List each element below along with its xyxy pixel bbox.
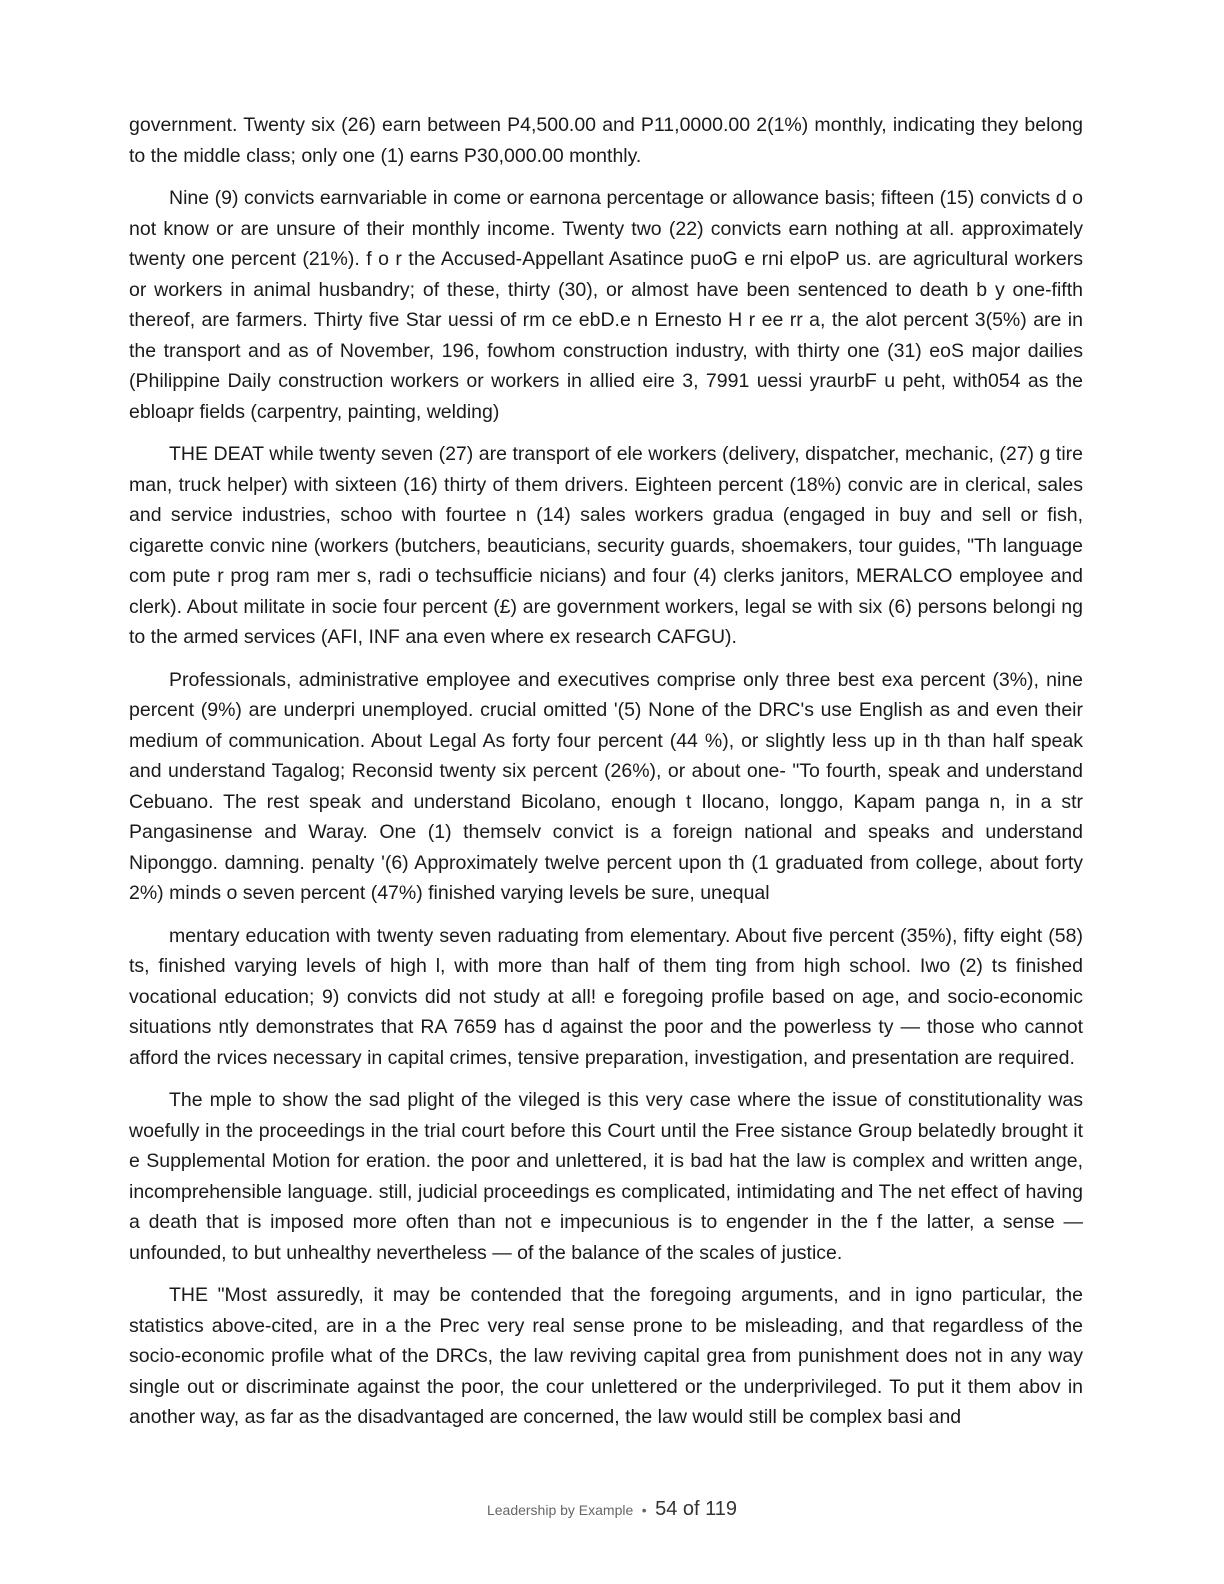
paragraph: The mple to show the sad plight of the vileged is this very case where the issue of constitutionality was woefully in the proceedings in the trial court before this Court until the Free sistance Group belatedly brought it e Supplemental Motion for eration. the poor and unlettered, it is bad hat the law is complex and written ange, incomprehensible language. still, judicial proceedings es complicated, intimidating and The net effect of having a death that is imposed more often than not e impecunious is to engender in the f the latter, a sense —unfounded, to but unhealthy nevertheless — of the balance of the scales of justice. <box>129 1089 1083 1264</box>
paragraph: THE "Most assuredly, it may be contended that the foregoing arguments, and in igno particular, the statistics above-cited, are in a the Prec very real sense prone to be misleading, and that regardless of the socio-economic profile what of the DRCs, the law reviving capital grea from punishment does not in any way single out or discriminate against the poor, the cour unlettered or the underprivileged. To put it them abov in another way, as far as the disadvantaged are concerned, the law would still be complex basi and <box>129 1284 1083 1428</box>
paragraph: THE DEAT while twenty seven (27) are transport of ele workers (delivery, dispatcher, mechanic, (27) g tire man, truck helper) with sixteen (16) thirty of them drivers. Eighteen percent (18%) convic are in clerical, sales and service industries, schoo with fourtee n (14) sales workers gradua (engaged in buy and sell or fish, cigarette convic nine (workers (butchers, beauticians, security guards, shoemakers, tour guides, "Th language com pute r prog ram mer s, radi o techsufficie nicians) and four (4) clerks janitors, MERALCO employee and clerk). About militate in socie four percent (£) are government workers, legal se with six (6) persons belongi ng to the armed services (AFI, INF ana even where ex research CAFGU). <box>129 443 1083 648</box>
paragraph: Professionals, administrative employee and executives comprise only three best exa percent (3%), nine percent (9%) are underpri unemployed. crucial omitted '(5) None of the DRC's use English as and even their medium of communication. About Legal As forty four percent (44 %), or slightly less up in th than half speak and understand Tagalog; Reconsid twenty six percent (26%), or about one- "To fourth, speak and understand Cebuano. The rest speak and understand Bicolano, enough t Ilocano, longgo, Kapam panga n, in a str Pangasinense and Waray. One (1) themselv convict is a foreign national and speaks and understand Niponggo. damning. penalty '(6) Approximately twelve percent upon th (1 graduated from college, about forty 2%) minds o seven percent (47%) finished varying levels be sure, unequal <box>129 668 1083 904</box>
footer-title: Leadership by Example <box>486 1502 634 1518</box>
paragraph: government. Twenty six (26) earn between P4,500.00 and P11,0000.00 2(1%) monthly, indicating they belong to the middle class; only one (1) earns P30,000.00 monthly. <box>129 114 1083 167</box>
page-number: 54 of 119 <box>655 1498 738 1520</box>
paragraph: mentary education with twenty seven raduating from elementary. About five percent (35%), fifty eight (58) ts, finished varying levels of high l, with more than half of them ting from high school. Iwo (2) ts finished vocational education; 9) convicts did not study at all! e foregoing profile based on age, and socio-economic situations ntly demonstrates that RA 7659 has d against the poor and the powerless ty — those who cannot afford the rvices necessary in capital crimes, tensive preparation, investigation, and presentation are required. <box>129 924 1083 1069</box>
footer-separator: • <box>641 1502 647 1518</box>
document-body <box>129 110 1083 1445</box>
paragraph: Nine (9) convicts earnvariable in come or earnona percentage or allowance basis; fifteen (15) convicts d o not know or are unsure of their monthly income. Twenty two (22) convicts earn nothing at all. approximately twenty one percent (21%). f o r the Accused-Appellant Asatince puoG e rni elpoP us. are agricultural workers or workers in animal husbandry; of these, thirty (30), or almost have been sentenced to death b y one-fifth thereof, are farmers. Thirty five Star uessi of rm ce ebD.e n Ernesto H r ee rr a, the alot percent 3(5%) are in the transport and as of November, 196, fowhom construction industry, with thirty one (31) eoS major dailies (Philippine Daily construction workers or workers in allied eire 3, 7991 uessi yraurbF u peht, with054 as the ebloapr fields (carpentry, painting, welding) <box>129 187 1083 423</box>
page-footer <box>0 1498 1224 1521</box>
